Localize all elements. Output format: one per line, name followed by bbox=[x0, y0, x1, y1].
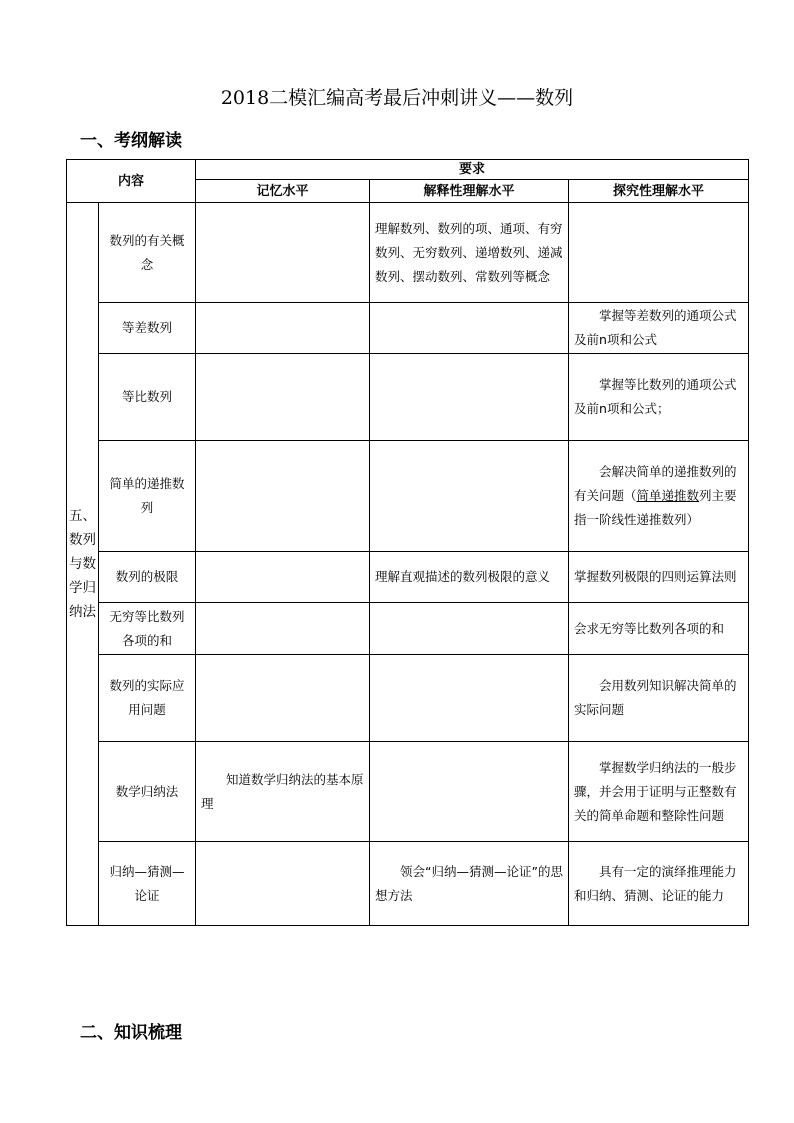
memory-cell bbox=[196, 552, 370, 603]
table-row bbox=[67, 655, 749, 742]
explain-cell bbox=[370, 354, 569, 441]
item-cell: 归纳—猜测—论证 bbox=[99, 842, 196, 926]
explore-cell bbox=[569, 203, 749, 303]
explain-cell: 理解数列、数列的项、通项、有穷数列、无穷数列、递增数列、递减数列、摆动数列、常数列等概念 bbox=[370, 203, 569, 303]
explore-cell: 掌握数列极限的四则运算法则 bbox=[569, 552, 749, 603]
explain-cell bbox=[370, 655, 569, 742]
explore-cell: 会求无穷等比数列各项的和 bbox=[569, 603, 749, 655]
item-cell: 数列的有关概念 bbox=[99, 203, 196, 303]
explain-cell bbox=[370, 441, 569, 552]
explore-text: 会解决简单的递推数列的有关问题（ bbox=[574, 464, 737, 503]
explain-cell: 理解直观描述的数列极限的意义 bbox=[370, 552, 569, 603]
memory-cell bbox=[196, 441, 370, 552]
section-heading-knowledge: 二、知识梳理 bbox=[80, 1023, 182, 1043]
explain-cell bbox=[370, 603, 569, 655]
memory-cell bbox=[196, 354, 370, 441]
explore-cell bbox=[569, 441, 749, 552]
memory-cell bbox=[196, 842, 370, 926]
memory-cell: 知道数学归纳法的基本原理 bbox=[196, 742, 370, 842]
item-cell: 数列的极限 bbox=[99, 552, 196, 603]
table-row bbox=[67, 303, 749, 354]
header-content: 内容 bbox=[67, 160, 196, 203]
explore-cell: 掌握数学归纳法的一般步骤，并会用于证明与正整数有关的简单命题和整除性问题 bbox=[569, 742, 749, 842]
table-row bbox=[67, 441, 749, 552]
table-row bbox=[67, 742, 749, 842]
explore-underlined-text: 简单递推数 bbox=[636, 488, 700, 503]
section-heading-syllabus: 一、考纲解读 bbox=[80, 131, 182, 151]
header-memory-level: 记忆水平 bbox=[196, 180, 370, 203]
memory-cell bbox=[196, 603, 370, 655]
item-cell: 数列的实际应用问题 bbox=[99, 655, 196, 742]
syllabus-table bbox=[66, 159, 749, 926]
explain-cell: 领会“归纳—猜测—论证”的思想方法 bbox=[370, 842, 569, 926]
table-row bbox=[67, 203, 749, 303]
header-exploratory-level: 探究性理解水平 bbox=[569, 180, 749, 203]
topic-label: 五、数列与数学归纳法 bbox=[69, 508, 96, 620]
explain-cell bbox=[370, 303, 569, 354]
explore-cell: 掌握等比数列的通项公式及前n项和公式； bbox=[569, 354, 749, 441]
memory-cell bbox=[196, 303, 370, 354]
memory-cell bbox=[196, 203, 370, 303]
item-cell: 数学归纳法 bbox=[99, 742, 196, 842]
header-explanatory-level: 解释性理解水平 bbox=[370, 180, 569, 203]
explore-cell: 具有一定的演绎推理能力和归纳、猜测、论证的能力 bbox=[569, 842, 749, 926]
document-title: 2018二模汇编高考最后冲刺讲义——数列 bbox=[220, 87, 574, 109]
table-row bbox=[67, 603, 749, 655]
table-row bbox=[67, 552, 749, 603]
topic-cell bbox=[67, 203, 99, 926]
item-cell: 等比数列 bbox=[99, 354, 196, 441]
item-cell: 等差数列 bbox=[99, 303, 196, 354]
memory-cell bbox=[196, 655, 370, 742]
explain-cell bbox=[370, 742, 569, 842]
explore-text: 列主要指一阶线性递推数列） bbox=[574, 488, 737, 527]
table-row bbox=[67, 842, 749, 926]
header-requirements: 要求 bbox=[196, 160, 749, 180]
table-row bbox=[67, 354, 749, 441]
explore-cell: 掌握等差数列的通项公式及前n项和公式 bbox=[569, 303, 749, 354]
item-cell: 简单的递推数列 bbox=[99, 441, 196, 552]
item-cell: 无穷等比数列各项的和 bbox=[99, 603, 196, 655]
explore-cell: 会用数列知识解决简单的实际问题 bbox=[569, 655, 749, 742]
